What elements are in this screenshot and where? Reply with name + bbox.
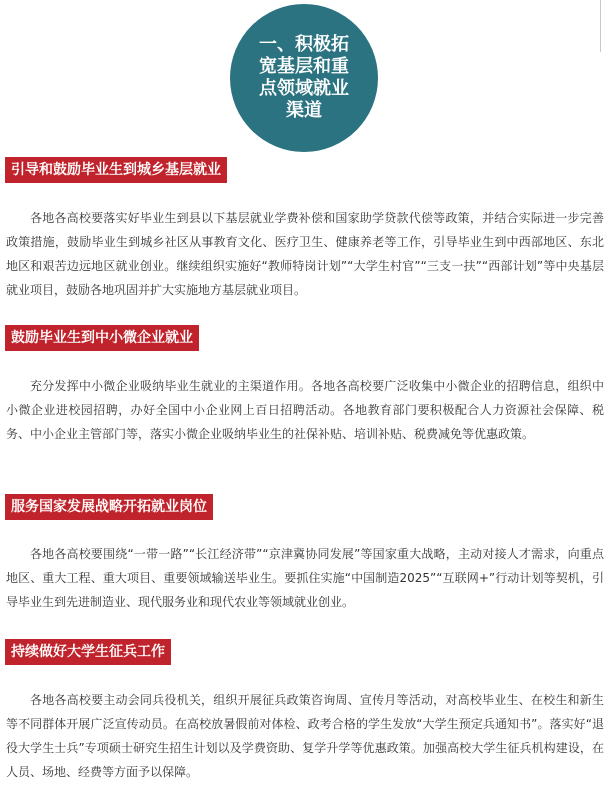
section-text-grassroots: 各地各高校要落实好毕业生到县以下基层就业学费补偿和国家助学贷款代偿等政策，并结合实际进一步完善政策措施，鼓励毕业生到城乡社区从事教育文化、医疗卫生、健康养老等工作，引导毕业生到中西部地区、东北地区和艰苦边远地区就业创业。继续组织实施好“教师特岗计划”“大学生村官”“三支一扶”“西部计划”等中央基层就业项目，鼓励各地巩固并扩大实施地方基层就业项目。 [6, 211, 604, 297]
decorative-divider-line [600, 0, 601, 52]
page-title: 一、积极拓宽基层和重点领域就业渠道 [259, 34, 349, 121]
section-text-smes: 充分发挥中小微企业吸纳毕业生就业的主渠道作用。各地各高校要广泛收集中小微企业的招聘信息，组织中小微企业进校园招聘，办好全国中小企业网上百日招聘活动。各地教育部门要积极配合人力资源社会保障、税务、中小企业主管部门等，落实小微企业吸纳毕业生的社保补贴、培训补贴、税费减免等优惠政策。 [6, 379, 604, 441]
section-heading-conscription: 持续做好大学生征兵工作 [5, 639, 171, 665]
section-heading-grassroots: 引导和鼓励毕业生到城乡基层就业 [5, 157, 227, 183]
section-text-national-strategy: 各地各高校要围绕“一带一路”“长江经济带”“京津冀协同发展”等国家重大战略，主动对接人才需求，向重点地区、重大工程、重大项目、重要领域输送毕业生。要抓住实施“中国制造2025”“互联网+”行动计划等契机，引导毕业生到先进制造业、现代服务业和现代农业等领域就业创业。 [6, 547, 604, 609]
title-circle [230, 4, 378, 152]
section-heading-national-strategy: 服务国家发展战略开拓就业岗位 [5, 494, 213, 520]
section-heading-smes: 鼓励毕业生到中小微企业就业 [5, 325, 199, 351]
section-text-conscription: 各地各高校要主动会同兵役机关，组织开展征兵政策咨询周、宣传月等活动，对高校毕业生、在校生和新生等不同群体开展广泛宣传动员。在高校放暑假前对体检、政考合格的学生发放“大学生预定兵通知书”。落实好“退役大学生士兵”专项硕士研究生招生计划以及学费资助、复学升学等优惠政策。加强高校大学生征兵机构建设，在人员、场地、经费等方面予以保障。 [6, 693, 604, 779]
